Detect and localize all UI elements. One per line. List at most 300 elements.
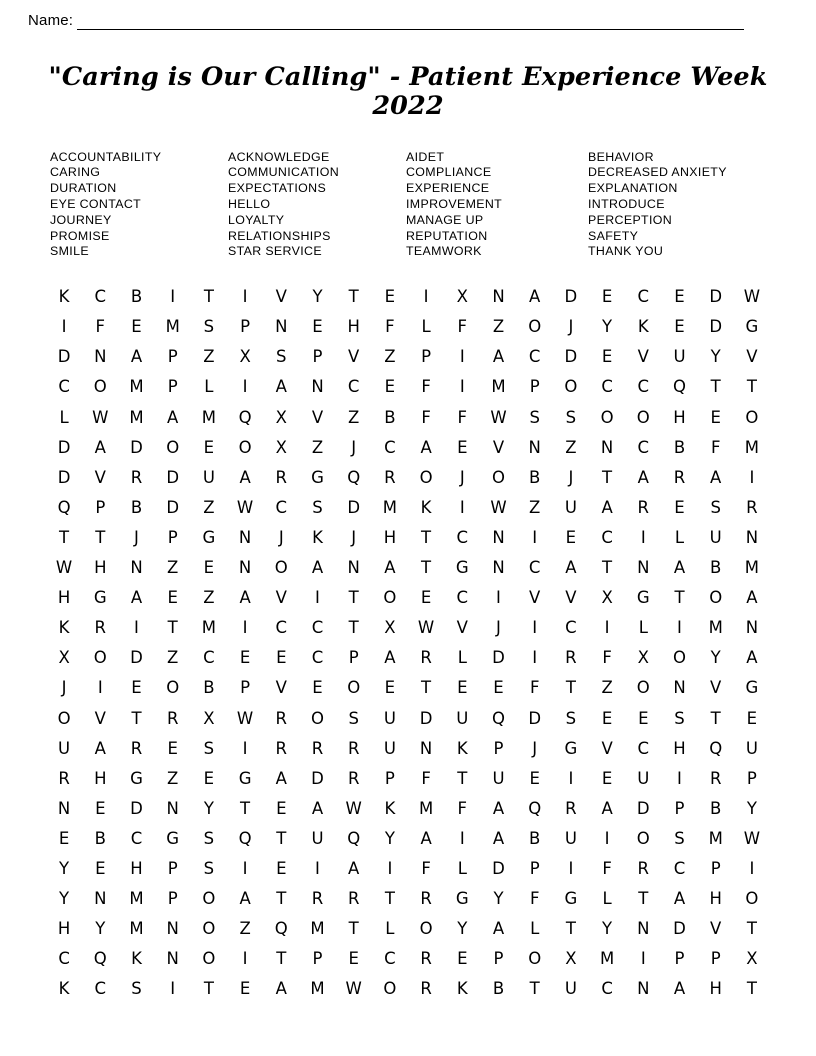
grid-cell[interactable]: E — [131, 678, 142, 698]
grid-cell[interactable]: R — [565, 798, 577, 818]
grid-cell[interactable]: N — [166, 919, 179, 939]
grid-cell[interactable]: A — [746, 588, 758, 608]
grid-cell[interactable]: T — [674, 588, 685, 608]
grid-cell[interactable]: P — [529, 377, 540, 397]
grid-cell[interactable]: I — [242, 858, 248, 878]
grid-cell[interactable]: E — [457, 949, 468, 969]
grid-cell[interactable]: I — [749, 467, 755, 487]
grid-cell[interactable]: M — [310, 919, 325, 939]
grid-cell[interactable]: D — [564, 287, 578, 307]
grid-cell[interactable]: M — [744, 437, 760, 457]
grid-cell[interactable]: A — [601, 497, 613, 517]
grid-cell[interactable]: A — [673, 889, 686, 909]
grid-cell[interactable]: R — [130, 467, 143, 487]
grid-cell[interactable]: A — [492, 919, 505, 939]
grid-cell[interactable]: I — [170, 287, 176, 307]
grid-cell[interactable]: I — [459, 828, 465, 848]
grid-cell[interactable]: E — [167, 738, 178, 758]
grid-cell[interactable]: O — [166, 678, 180, 698]
grid-cell[interactable]: J — [278, 527, 284, 547]
grid-cell[interactable]: F — [457, 317, 468, 337]
grid-cell[interactable]: R — [311, 889, 324, 909]
grid-cell[interactable]: U — [564, 828, 577, 848]
grid-cell[interactable]: V — [492, 437, 505, 457]
grid-cell[interactable]: M — [129, 407, 144, 427]
grid-cell[interactable]: I — [242, 949, 248, 969]
grid-cell[interactable]: L — [674, 527, 685, 547]
grid-cell[interactable]: B — [492, 979, 505, 999]
grid-cell[interactable]: M — [165, 317, 180, 337]
grid-cell[interactable]: E — [276, 798, 287, 818]
grid-cell[interactable]: Z — [203, 497, 215, 517]
grid-cell[interactable]: D — [673, 919, 686, 939]
grid-cell[interactable]: Z — [384, 347, 396, 367]
grid-cell[interactable]: J — [568, 317, 574, 337]
grid-cell[interactable]: R — [275, 708, 288, 728]
grid-cell[interactable]: P — [312, 347, 323, 367]
grid-cell[interactable]: K — [456, 738, 468, 758]
grid-cell[interactable]: V — [275, 588, 287, 608]
grid-cell[interactable]: I — [423, 287, 429, 307]
grid-cell[interactable]: N — [492, 527, 505, 547]
grid-cell[interactable]: Y — [59, 858, 70, 878]
grid-cell[interactable]: I — [315, 588, 320, 608]
grid-cell[interactable]: D — [709, 287, 723, 307]
grid-cell[interactable]: T — [421, 678, 432, 698]
grid-cell[interactable]: C — [275, 618, 288, 638]
grid-cell[interactable]: F — [457, 798, 468, 818]
grid-cell[interactable]: U — [745, 738, 758, 758]
grid-cell[interactable]: A — [94, 738, 106, 758]
grid-cell[interactable]: A — [239, 467, 251, 487]
grid-cell[interactable]: A — [420, 437, 432, 457]
grid-cell[interactable]: Q — [347, 467, 361, 487]
grid-cell[interactable]: P — [167, 858, 178, 878]
grid-cell[interactable]: V — [710, 919, 722, 939]
grid-cell[interactable]: I — [532, 527, 538, 547]
grid-cell[interactable]: T — [457, 768, 468, 788]
grid-cell[interactable]: A — [275, 377, 287, 397]
grid-cell[interactable]: O — [709, 588, 723, 608]
grid-cell[interactable]: R — [673, 467, 686, 487]
grid-cell[interactable]: E — [420, 588, 432, 608]
grid-cell[interactable]: Y — [602, 317, 613, 337]
grid-cell[interactable]: D — [492, 648, 505, 668]
grid-cell[interactable]: U — [383, 738, 396, 758]
grid-cell[interactable]: A — [130, 347, 143, 367]
grid-cell[interactable]: K — [456, 979, 468, 999]
grid-cell[interactable]: O — [202, 919, 216, 939]
grid-cell[interactable]: Q — [491, 708, 505, 728]
grid-cell[interactable]: E — [601, 708, 613, 728]
grid-cell[interactable]: O — [491, 467, 505, 487]
grid-cell[interactable]: E — [276, 648, 287, 668]
grid-cell[interactable]: C — [275, 497, 288, 517]
grid-cell[interactable]: T — [746, 979, 757, 999]
grid-cell[interactable]: C — [94, 287, 107, 307]
grid-cell[interactable]: R — [347, 889, 360, 909]
grid-cell[interactable]: G — [93, 588, 107, 608]
grid-cell[interactable]: E — [601, 347, 613, 367]
grid-cell[interactable]: T — [95, 527, 106, 547]
grid-cell[interactable]: Q — [93, 949, 107, 969]
grid-cell[interactable]: Q — [672, 377, 686, 397]
grid-cell[interactable]: P — [674, 949, 685, 969]
grid-cell[interactable]: D — [166, 467, 180, 487]
grid-cell[interactable]: E — [746, 708, 758, 728]
grid-cell[interactable]: O — [383, 588, 397, 608]
grid-cell[interactable]: A — [746, 648, 758, 668]
grid-cell[interactable]: I — [387, 858, 393, 878]
grid-cell[interactable]: I — [97, 678, 103, 698]
grid-cell[interactable]: A — [492, 347, 505, 367]
grid-cell[interactable]: P — [674, 798, 685, 818]
grid-cell[interactable]: B — [710, 558, 722, 578]
grid-cell[interactable]: K — [58, 287, 70, 307]
grid-cell[interactable]: S — [276, 347, 287, 367]
grid-cell[interactable]: R — [637, 858, 650, 878]
grid-cell[interactable]: W — [345, 979, 362, 999]
grid-cell[interactable]: E — [674, 317, 685, 337]
grid-cell[interactable]: A — [311, 798, 324, 818]
grid-cell[interactable]: D — [564, 347, 578, 367]
grid-cell[interactable]: C — [384, 437, 396, 457]
grid-cell[interactable]: O — [672, 648, 686, 668]
grid-cell[interactable]: W — [345, 798, 362, 818]
grid-cell[interactable]: E — [203, 558, 215, 578]
grid-cell[interactable]: Z — [601, 678, 613, 698]
grid-cell[interactable]: T — [276, 889, 287, 909]
grid-cell[interactable]: G — [745, 317, 759, 337]
grid-cell[interactable]: R — [565, 648, 577, 668]
grid-cell[interactable]: R — [637, 497, 650, 517]
grid-cell[interactable]: N — [238, 558, 252, 578]
grid-cell[interactable]: G — [636, 588, 650, 608]
grid-cell[interactable]: Y — [95, 919, 106, 939]
grid-cell[interactable]: F — [529, 889, 540, 909]
grid-cell[interactable]: I — [532, 648, 538, 668]
grid-cell[interactable]: J — [568, 467, 574, 487]
grid-cell[interactable]: T — [203, 979, 214, 999]
grid-cell[interactable]: L — [638, 618, 648, 638]
grid-cell[interactable]: A — [673, 979, 686, 999]
grid-cell[interactable]: O — [383, 979, 397, 999]
grid-cell[interactable]: P — [384, 768, 395, 788]
grid-cell[interactable]: X — [746, 949, 758, 969]
grid-cell[interactable]: G — [130, 768, 143, 788]
grid-cell[interactable]: Y — [602, 919, 613, 939]
grid-cell[interactable]: W — [743, 287, 761, 307]
grid-cell[interactable]: P — [529, 858, 540, 878]
grid-cell[interactable]: O — [636, 407, 650, 427]
grid-cell[interactable]: F — [421, 377, 431, 397]
grid-cell[interactable]: B — [673, 437, 686, 457]
grid-cell[interactable]: R — [347, 738, 360, 758]
grid-cell[interactable]: G — [564, 738, 578, 758]
grid-cell[interactable]: O — [636, 828, 650, 848]
grid-cell[interactable]: E — [203, 768, 215, 788]
grid-cell[interactable]: D — [130, 437, 143, 457]
grid-cell[interactable]: O — [419, 919, 433, 939]
grid-cell[interactable]: E — [203, 437, 215, 457]
grid-cell[interactable]: A — [130, 588, 143, 608]
grid-cell[interactable]: N — [637, 919, 650, 939]
grid-cell[interactable]: W — [417, 618, 435, 638]
grid-cell[interactable]: A — [94, 437, 106, 457]
grid-cell[interactable]: O — [745, 889, 759, 909]
grid-cell[interactable]: C — [130, 828, 143, 848]
grid-cell[interactable]: I — [749, 858, 755, 878]
grid-cell[interactable]: A — [167, 407, 179, 427]
grid-cell[interactable]: X — [239, 347, 251, 367]
grid-cell[interactable]: D — [130, 798, 143, 818]
grid-cell[interactable]: C — [565, 618, 577, 638]
grid-cell[interactable]: U — [383, 708, 396, 728]
grid-cell[interactable]: U — [564, 979, 577, 999]
grid-cell[interactable]: T — [203, 287, 214, 307]
grid-cell[interactable]: G — [166, 828, 180, 848]
grid-cell[interactable]: R — [420, 889, 432, 909]
grid-cell[interactable]: Q — [274, 919, 288, 939]
grid-cell[interactable]: P — [95, 497, 106, 517]
grid-cell[interactable]: E — [674, 287, 685, 307]
grid-cell[interactable]: M — [418, 798, 434, 818]
grid-cell[interactable]: Y — [493, 889, 504, 909]
grid-cell[interactable]: Y — [312, 287, 323, 307]
grid-cell[interactable]: S — [312, 497, 323, 517]
grid-cell[interactable]: E — [457, 678, 468, 698]
grid-cell[interactable]: T — [276, 949, 287, 969]
grid-cell[interactable]: J — [61, 678, 67, 698]
grid-cell[interactable]: B — [529, 467, 541, 487]
grid-cell[interactable]: C — [311, 648, 324, 668]
grid-cell[interactable]: S — [565, 708, 577, 728]
grid-cell[interactable]: V — [348, 347, 360, 367]
grid-cell[interactable]: G — [564, 889, 578, 909]
grid-cell[interactable]: E — [457, 437, 468, 457]
grid-cell[interactable]: H — [347, 317, 360, 337]
grid-cell[interactable]: H — [673, 738, 686, 758]
grid-cell[interactable]: C — [94, 979, 107, 999]
grid-cell[interactable]: P — [167, 377, 178, 397]
grid-cell[interactable]: E — [312, 317, 323, 337]
grid-cell[interactable]: A — [420, 828, 432, 848]
grid-cell[interactable]: T — [167, 618, 178, 638]
grid-cell[interactable]: J — [532, 738, 538, 758]
grid-cell[interactable]: N — [57, 798, 71, 818]
grid-cell[interactable]: I — [532, 618, 538, 638]
grid-cell[interactable]: Y — [203, 798, 214, 818]
grid-cell[interactable]: E — [710, 407, 721, 427]
grid-cell[interactable]: H — [57, 588, 71, 608]
grid-cell[interactable]: D — [636, 798, 650, 818]
grid-cell[interactable]: K — [58, 979, 70, 999]
grid-cell[interactable]: N — [637, 979, 650, 999]
grid-cell[interactable]: G — [745, 678, 759, 698]
grid-cell[interactable]: E — [312, 678, 323, 698]
grid-cell[interactable]: A — [275, 768, 287, 788]
grid-cell[interactable]: G — [202, 527, 216, 547]
grid-cell[interactable]: T — [638, 889, 649, 909]
grid-cell[interactable]: T — [348, 919, 359, 939]
grid-cell[interactable]: X — [456, 287, 468, 307]
grid-cell[interactable]: N — [745, 618, 759, 638]
grid-cell[interactable]: H — [709, 979, 722, 999]
grid-cell[interactable]: S — [674, 708, 685, 728]
grid-cell[interactable]: B — [203, 678, 215, 698]
grid-cell[interactable]: I — [242, 618, 248, 638]
grid-cell[interactable]: A — [239, 588, 251, 608]
grid-cell[interactable]: I — [242, 738, 248, 758]
grid-cell[interactable]: G — [455, 889, 469, 909]
grid-cell[interactable]: Q — [347, 828, 361, 848]
grid-cell[interactable]: N — [528, 437, 541, 457]
grid-cell[interactable]: M — [201, 618, 217, 638]
grid-cell[interactable]: O — [528, 317, 542, 337]
grid-cell[interactable]: C — [601, 979, 613, 999]
grid-cell[interactable]: E — [674, 497, 685, 517]
grid-cell[interactable]: G — [311, 467, 324, 487]
grid-cell[interactable]: E — [638, 708, 649, 728]
grid-cell[interactable]: S — [348, 708, 359, 728]
name-write-line[interactable] — [77, 15, 744, 30]
grid-cell[interactable]: E — [58, 828, 70, 848]
grid-cell[interactable]: U — [637, 768, 650, 788]
grid-cell[interactable]: X — [58, 648, 70, 668]
grid-cell[interactable]: K — [420, 497, 432, 517]
grid-cell[interactable]: Q — [57, 497, 71, 517]
grid-cell[interactable]: A — [601, 798, 613, 818]
grid-cell[interactable]: Y — [746, 798, 757, 818]
grid-cell[interactable]: I — [459, 377, 465, 397]
grid-cell[interactable]: O — [93, 377, 107, 397]
grid-cell[interactable]: Q — [238, 407, 252, 427]
grid-cell[interactable]: I — [568, 858, 574, 878]
grid-cell[interactable]: D — [347, 497, 361, 517]
grid-cell[interactable]: T — [59, 527, 70, 547]
grid-cell[interactable]: T — [348, 287, 359, 307]
grid-cell[interactable]: C — [601, 377, 613, 397]
grid-cell[interactable]: X — [637, 648, 649, 668]
grid-cell[interactable]: A — [673, 558, 686, 578]
grid-cell[interactable]: F — [602, 858, 612, 878]
grid-cell[interactable]: E — [565, 527, 577, 547]
grid-cell[interactable]: C — [456, 527, 469, 547]
grid-cell[interactable]: Q — [709, 738, 723, 758]
grid-cell[interactable]: K — [312, 527, 323, 547]
grid-cell[interactable]: T — [421, 558, 432, 578]
grid-cell[interactable]: W — [490, 407, 507, 427]
grid-cell[interactable]: B — [130, 497, 143, 517]
grid-cell[interactable]: E — [239, 979, 251, 999]
grid-cell[interactable]: N — [238, 527, 252, 547]
grid-cell[interactable]: P — [167, 527, 178, 547]
grid-cell[interactable]: I — [604, 828, 610, 848]
grid-cell[interactable]: R — [709, 768, 722, 788]
grid-cell[interactable]: P — [493, 738, 504, 758]
grid-cell[interactable]: B — [710, 798, 722, 818]
grid-cell[interactable]: I — [242, 377, 248, 397]
grid-cell[interactable]: N — [637, 558, 650, 578]
grid-cell[interactable]: E — [348, 949, 359, 969]
grid-cell[interactable]: U — [673, 347, 686, 367]
grid-cell[interactable]: E — [131, 317, 142, 337]
grid-cell[interactable]: K — [58, 618, 70, 638]
grid-cell[interactable]: C — [384, 949, 396, 969]
grid-cell[interactable]: W — [55, 558, 73, 578]
grid-cell[interactable]: M — [129, 889, 144, 909]
grid-cell[interactable]: P — [746, 768, 757, 788]
grid-cell[interactable]: B — [130, 287, 143, 307]
grid-cell[interactable]: A — [492, 798, 505, 818]
grid-cell[interactable]: O — [166, 437, 180, 457]
grid-cell[interactable]: R — [311, 738, 324, 758]
grid-cell[interactable]: J — [351, 527, 357, 547]
grid-cell[interactable]: E — [384, 287, 396, 307]
grid-cell[interactable]: B — [94, 828, 106, 848]
grid-cell[interactable]: A — [529, 287, 541, 307]
grid-cell[interactable]: T — [348, 618, 359, 638]
grid-cell[interactable]: N — [419, 738, 433, 758]
grid-cell[interactable]: Q — [238, 828, 252, 848]
grid-cell[interactable]: E — [239, 648, 251, 668]
grid-cell[interactable]: V — [529, 588, 541, 608]
grid-cell[interactable]: H — [709, 889, 722, 909]
grid-cell[interactable]: T — [746, 377, 757, 397]
grid-cell[interactable]: M — [599, 949, 615, 969]
grid-cell[interactable]: X — [384, 618, 396, 638]
grid-cell[interactable]: S — [203, 828, 215, 848]
grid-cell[interactable]: Y — [59, 889, 70, 909]
grid-cell[interactable]: N — [600, 437, 614, 457]
grid-cell[interactable]: A — [275, 979, 287, 999]
grid-cell[interactable]: T — [276, 828, 287, 848]
grid-cell[interactable]: O — [419, 467, 433, 487]
grid-cell[interactable]: C — [673, 858, 686, 878]
grid-cell[interactable]: B — [384, 407, 396, 427]
grid-cell[interactable]: N — [166, 798, 179, 818]
grid-cell[interactable]: W — [236, 708, 254, 728]
grid-cell[interactable]: F — [385, 317, 395, 337]
grid-cell[interactable]: S — [565, 407, 577, 427]
grid-cell[interactable]: S — [203, 317, 215, 337]
grid-cell[interactable]: O — [347, 678, 361, 698]
grid-cell[interactable]: I — [242, 287, 248, 307]
grid-cell[interactable]: F — [710, 437, 721, 457]
grid-cell[interactable]: C — [637, 377, 650, 397]
grid-cell[interactable]: Z — [565, 437, 577, 457]
grid-cell[interactable]: P — [710, 949, 721, 969]
grid-cell[interactable]: V — [311, 407, 324, 427]
grid-cell[interactable]: B — [529, 828, 541, 848]
grid-cell[interactable]: D — [57, 347, 71, 367]
grid-cell[interactable]: P — [421, 347, 432, 367]
grid-cell[interactable]: R — [420, 949, 432, 969]
grid-cell[interactable]: U — [709, 527, 722, 547]
grid-cell[interactable]: O — [202, 949, 216, 969]
grid-cell[interactable]: C — [528, 558, 541, 578]
grid-cell[interactable]: T — [421, 527, 432, 547]
grid-cell[interactable]: W — [92, 407, 109, 427]
grid-cell[interactable]: V — [637, 347, 649, 367]
grid-cell[interactable]: U — [456, 708, 469, 728]
grid-cell[interactable]: S — [131, 979, 142, 999]
grid-cell[interactable]: S — [710, 497, 721, 517]
grid-cell[interactable]: J — [496, 618, 501, 638]
grid-cell[interactable]: V — [565, 588, 577, 608]
grid-cell[interactable]: I — [640, 527, 646, 547]
grid-cell[interactable]: Z — [167, 768, 179, 788]
